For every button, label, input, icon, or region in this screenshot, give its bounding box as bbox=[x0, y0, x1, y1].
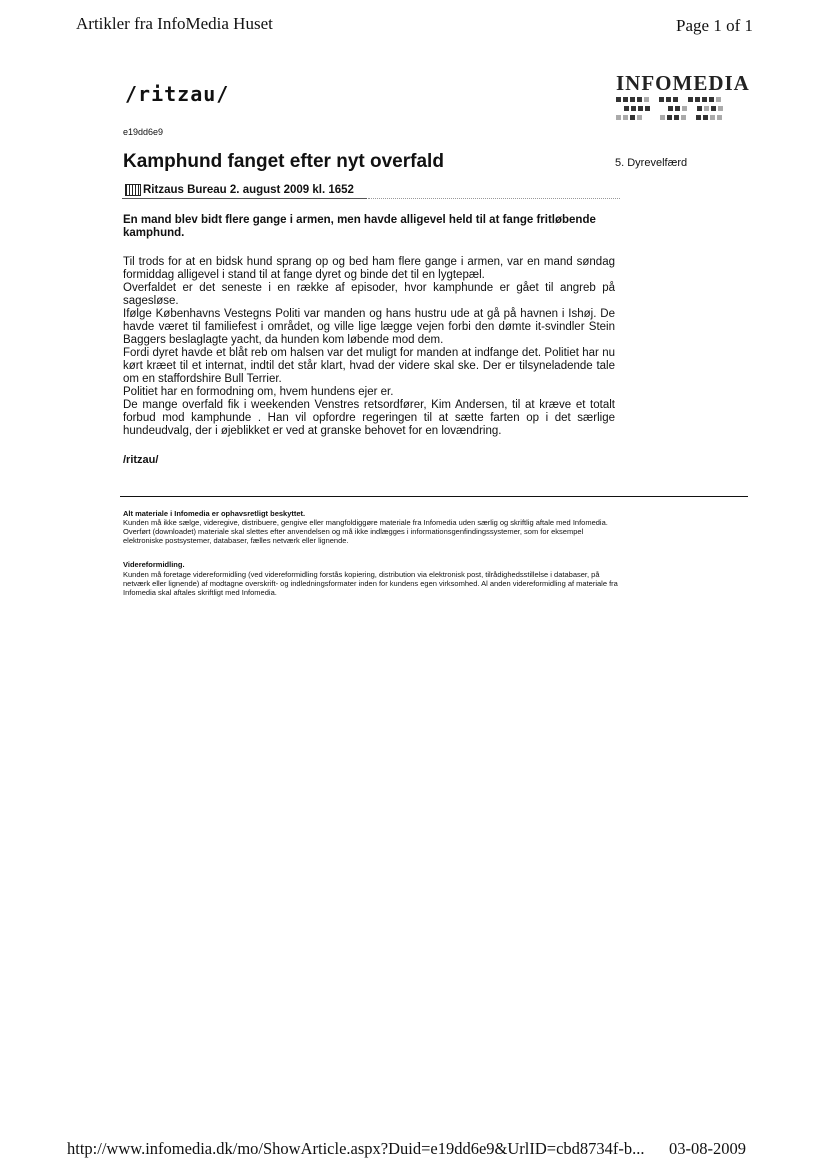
print-header-page-number: Page 1 of 1 bbox=[676, 16, 753, 35]
article-source-line bbox=[125, 184, 354, 196]
print-footer-date: 03-08-2009 bbox=[669, 1139, 746, 1158]
article-headline: Kamphund fanget efter nyt overfald bbox=[123, 151, 444, 172]
newswire-icon bbox=[125, 184, 141, 196]
copyright-text: Kunden må ikke sælge, videregive, distribuere, gengive eller mangfoldiggøre materiale fra Infomedia uden særlig og skriftlig aftale med Infomedia. Overført (downloadet) materiale skal slettes efter anvendelsen og må ikke indlægges i informationsgenfindingssystemer, som for eksempel elektroniske postsystemer, databaser, fælles netværk eller lignende. bbox=[123, 518, 608, 545]
article-paragraph: Ifølge Københavns Vestegns Politi var manden og hans hustru ude at gå på havnen i Ishøj. De havde været til familiefest i området, og ville lige lægge vejen forbi den dømte it-svindler Stein Baggers beslaglagte yacht, da hunden kom løbende mod dem. bbox=[123, 308, 615, 346]
article-byline: /ritzau/ bbox=[123, 454, 159, 466]
infomedia-logo bbox=[616, 72, 748, 121]
infomedia-logo-pattern-row-3 bbox=[616, 115, 748, 121]
article-paragraph: Til trods for at en bidsk hund sprang op og bed ham flere gange i armen, var en mand søndag formiddag alligevel i stand til at fange dyret og binde det til en lygtepæl. bbox=[123, 256, 615, 281]
article-lead: En mand blev bidt flere gange i armen, men havde alligevel held til at fange fritløbende kamphund. bbox=[123, 214, 596, 239]
infomedia-logo-pattern-row-1 bbox=[616, 97, 748, 103]
ritzau-logo: /ritzau/ bbox=[125, 82, 230, 106]
infomedia-logo-text: INFOMEDIA bbox=[616, 71, 750, 95]
source-underline bbox=[122, 198, 367, 199]
source-dotted-rule bbox=[368, 198, 620, 199]
article-paragraph: De mange overfald fik i weekenden Venstres retsordfører, Kim Andersen, til at kræve et totalt forbud mod kamphunde . Han vil opfordre regeringen til at sætte farten op i det særlige hundeudvalg, der i øjeblikket er ved at granske behovet for en lovændring. bbox=[123, 399, 615, 437]
redistribution-title: Videreformidling. bbox=[123, 560, 185, 569]
print-footer-url: http://www.infomedia.dk/mo/ShowArticle.aspx?Duid=e19dd6e9&UrlID=cbd8734f-b... bbox=[67, 1139, 645, 1158]
print-header-title: Artikler fra InfoMedia Huset bbox=[76, 14, 273, 33]
legal-divider bbox=[120, 496, 748, 497]
article-paragraph: Politiet har en formodning om, hvem hundens ejer er. bbox=[123, 386, 394, 398]
copyright-title: Alt materiale i Infomedia er ophavsretligt beskyttet. bbox=[123, 509, 306, 518]
article-source-text: Ritzaus Bureau 2. august 2009 kl. 1652 bbox=[143, 184, 354, 196]
article-body bbox=[123, 256, 615, 438]
article-paragraph: Overfaldet er det seneste i en række af episoder, hvor kamphunde er gået til angreb på sagesløse. bbox=[123, 282, 615, 307]
document-id: e19dd6e9 bbox=[123, 127, 164, 137]
redistribution-text: Kunden må foretage videreformidling (ved videreformidling forstås kopiering, distribution via elektronisk post, tilrådighedsstillelse i databaser, på netværk eller lignende) af modtagne overskrift- og indledningsformater inden for kundens egen virksomhed. Al anden videreformidling af materiale fra Infomedia skal aftales skriftligt med Infomedia. bbox=[123, 570, 618, 597]
article-category: 5. Dyrevelfærd bbox=[615, 157, 688, 169]
article-paragraph: Fordi dyret havde et blåt reb om halsen var det muligt for manden at indfange det. Politiet har nu kørt kræet til et internat, indtil det står klart, hvad der videre skal ske. Der er tilsyneladende tale om en staffordshire Bull Terrier. bbox=[123, 347, 615, 385]
infomedia-logo-pattern-row-2 bbox=[616, 106, 748, 112]
